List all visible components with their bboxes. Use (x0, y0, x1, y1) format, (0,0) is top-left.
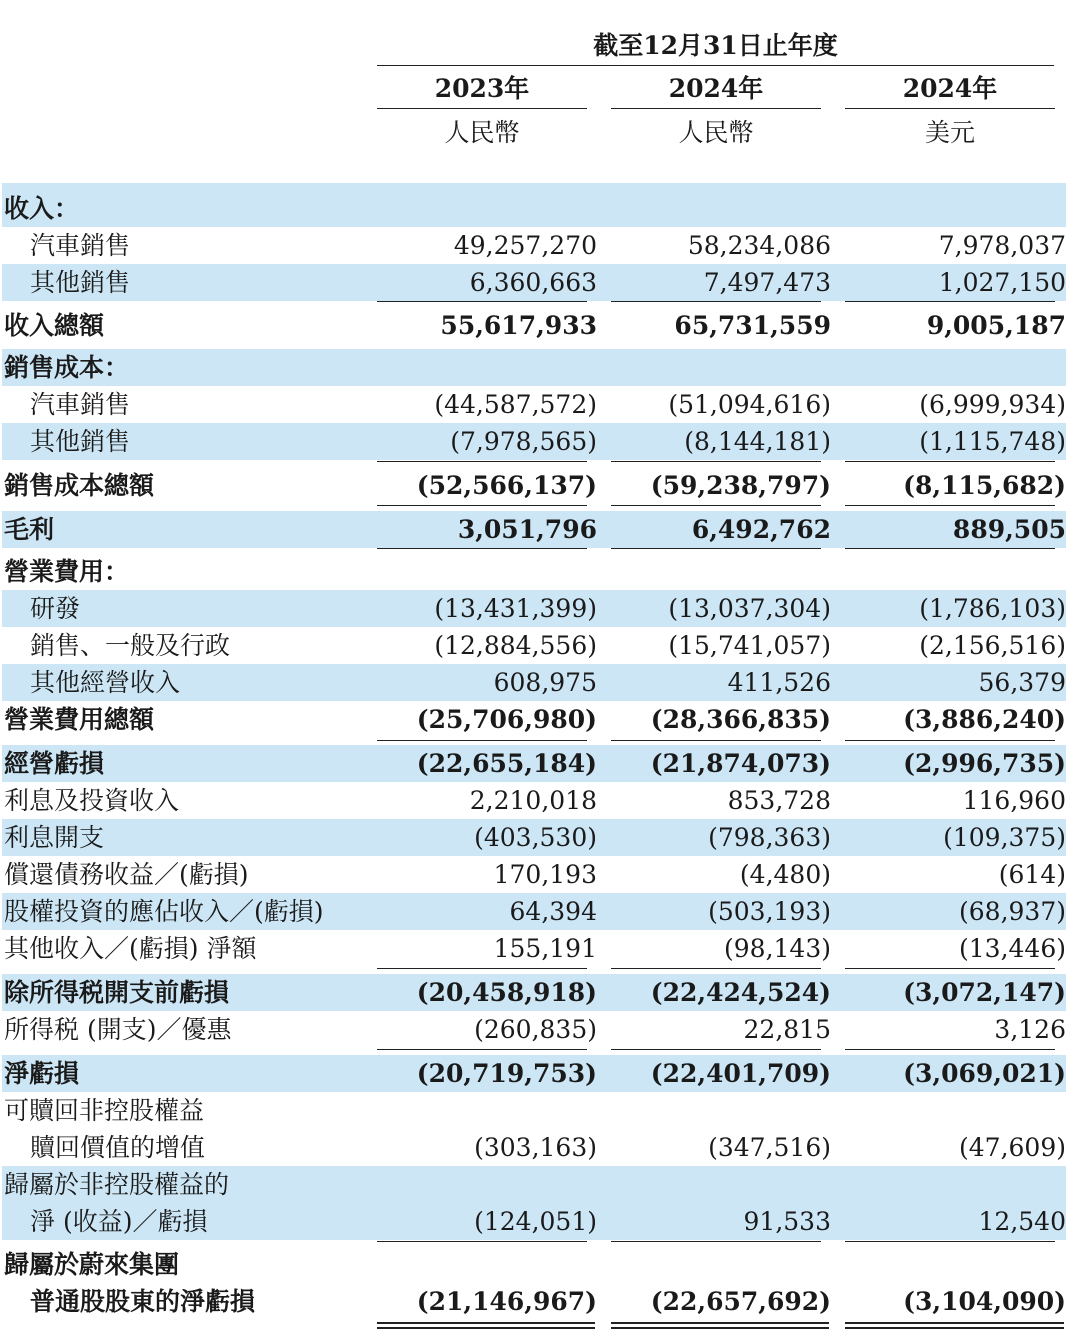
row-label: 股權投資的應佔收入／(虧損) (4, 897, 324, 926)
subtotal-rule (611, 548, 821, 549)
row-label: 利息及投資收入 (4, 786, 180, 815)
value-2024-usd: (47,609) (959, 1133, 1066, 1162)
row-label: 淨 (收益)／虧損 (30, 1207, 208, 1236)
row-total-operating-expenses (2, 701, 1066, 738)
value-2024-usd: 116,960 (962, 786, 1066, 815)
total-double-rule (377, 1322, 595, 1329)
value-2024-usd: (8,115,682) (903, 471, 1066, 500)
value-2024-usd: (2,996,735) (903, 749, 1066, 778)
value-2023-rmb: (12,884,556) (434, 631, 597, 660)
section-cost-of-sales (2, 349, 1066, 386)
period-rule (377, 65, 1054, 66)
value-2023-rmb: (303,163) (474, 1133, 597, 1162)
subtotal-rule (845, 1241, 1055, 1242)
row-cost-other-sales (2, 423, 1066, 460)
value-2024-rmb: (21,874,073) (650, 749, 831, 778)
value-2023-rmb: (22,655,184) (416, 749, 597, 778)
subtotal-rule (377, 968, 587, 969)
row-label: 淨虧損 (4, 1059, 80, 1088)
value-2024-rmb: 411,526 (727, 668, 831, 697)
row-nci-net (2, 1203, 1066, 1240)
value-2023-rmb: 170,193 (493, 860, 597, 889)
value-2023-rmb: (13,431,399) (434, 594, 597, 623)
row-label: 可贖回非控股權益 (4, 1096, 205, 1125)
value-2024-usd: (1,786,103) (919, 594, 1066, 623)
value-2023-rmb: (20,719,753) (416, 1059, 597, 1088)
subtotal-rule (377, 1241, 587, 1242)
column-rule-3 (845, 108, 1055, 109)
row-net-loss (2, 1055, 1066, 1092)
value-2024-rmb: (15,741,057) (668, 631, 831, 660)
value-2024-rmb: 22,815 (743, 1015, 831, 1044)
subtotal-rule (377, 505, 587, 506)
value-2024-usd: (109,375) (943, 823, 1066, 852)
value-2023-rmb: 3,051,796 (457, 515, 597, 544)
total-double-rule (845, 1322, 1064, 1329)
value-2024-rmb: (51,094,616) (668, 390, 831, 419)
value-2024-rmb: (22,424,524) (650, 978, 831, 1007)
column-currency-2: 人民幣 (678, 118, 754, 147)
row-other-income-net (2, 930, 1066, 967)
value-2024-usd: 1,027,150 (938, 268, 1066, 297)
value-2024-usd: (6,999,934) (919, 390, 1066, 419)
value-2024-usd: (3,886,240) (903, 705, 1066, 734)
row-label: 銷售成本： (4, 353, 130, 382)
subtotal-rule (845, 548, 1055, 549)
row-label: 歸屬於蔚來集團 (4, 1250, 180, 1279)
subtotal-rule (611, 968, 821, 969)
subtotal-rule (845, 461, 1055, 462)
row-total-revenue (2, 307, 1066, 344)
column-currency-3: 美元 (924, 118, 975, 147)
row-operating-loss (2, 745, 1066, 782)
value-2024-usd: (68,937) (959, 897, 1066, 926)
value-2024-rmb: (98,143) (724, 934, 831, 963)
column-currency-1: 人民幣 (444, 118, 520, 147)
value-2023-rmb: (20,458,918) (416, 978, 597, 1007)
row-label: 利息開支 (4, 823, 105, 852)
row-cost-auto-sales (2, 386, 1066, 423)
value-2023-rmb: 49,257,270 (453, 231, 597, 260)
row-label: 汽車銷售 (30, 231, 131, 260)
row-label: 營業費用總額 (4, 705, 155, 734)
row-equity-investees (2, 893, 1066, 930)
subtotal-rule (611, 505, 821, 506)
value-2023-rmb: (25,706,980) (416, 705, 597, 734)
subtotal-rule (845, 968, 1055, 969)
row-auto-sales (2, 227, 1066, 264)
row-gross-profit (2, 511, 1066, 548)
column-rule-1 (377, 108, 587, 109)
row-label: 銷售成本總額 (4, 471, 155, 500)
value-2023-rmb: (124,051) (474, 1207, 597, 1236)
subtotal-rule (611, 1049, 821, 1050)
value-2023-rmb: 608,975 (493, 668, 597, 697)
value-2023-rmb: 64,394 (509, 897, 597, 926)
row-label: 收入總額 (4, 311, 105, 340)
row-label: 償還債務收益／(虧損) (4, 860, 249, 889)
value-2024-rmb: (13,037,304) (668, 594, 831, 623)
row-debt-extinguishment (2, 856, 1066, 893)
value-2024-usd: (3,072,147) (903, 978, 1066, 1007)
row-other-sales (2, 264, 1066, 301)
column-year-2: 2024年 (668, 74, 764, 103)
row-label: 歸屬於非控股權益的 (4, 1170, 230, 1199)
value-2024-rmb: (28,366,835) (650, 705, 831, 734)
row-redeemable-nci-header (2, 1092, 1066, 1129)
value-2024-usd: 3,126 (994, 1015, 1066, 1044)
row-nci-header (2, 1166, 1066, 1203)
row-label: 汽車銷售 (30, 390, 131, 419)
subtotal-rule (377, 1049, 587, 1050)
value-2024-usd: 7,978,037 (938, 231, 1066, 260)
row-label: 毛利 (4, 515, 55, 544)
row-label: 普通股股東的淨虧損 (30, 1287, 256, 1316)
value-2024-usd: (2,156,516) (919, 631, 1066, 660)
value-2024-usd: 56,379 (978, 668, 1066, 697)
subtotal-rule (611, 740, 821, 741)
section-operating-expenses (2, 553, 1066, 590)
value-2023-rmb: 155,191 (493, 934, 597, 963)
subtotal-rule (611, 461, 821, 462)
value-2024-usd: (1,115,748) (919, 427, 1066, 456)
subtotal-rule (845, 740, 1055, 741)
row-label: 贖回價值的增值 (30, 1133, 206, 1162)
row-net-loss-attributable (2, 1283, 1066, 1320)
column-year-3: 2024年 (902, 74, 998, 103)
row-loss-before-tax (2, 974, 1066, 1011)
value-2024-usd: 9,005,187 (926, 311, 1066, 340)
value-2024-rmb: (22,657,692) (650, 1287, 831, 1316)
row-label: 除所得税開支前虧損 (4, 978, 230, 1007)
row-attributable-header (2, 1246, 1066, 1283)
subtotal-rule (377, 548, 587, 549)
value-2024-rmb: 65,731,559 (674, 311, 831, 340)
subtotal-rule (377, 740, 587, 741)
value-2023-rmb: (52,566,137) (416, 471, 597, 500)
section-revenue (2, 190, 1066, 227)
value-2024-usd: 889,505 (952, 515, 1066, 544)
value-2024-rmb: 91,533 (743, 1207, 831, 1236)
row-interest-investment-income (2, 782, 1066, 819)
value-2024-rmb: (503,193) (708, 897, 831, 926)
value-2023-rmb: (403,530) (474, 823, 597, 852)
value-2024-rmb: (59,238,797) (650, 471, 831, 500)
value-2023-rmb: (7,978,565) (450, 427, 597, 456)
column-rule-2 (611, 108, 821, 109)
row-label: 其他收入／(虧損) 淨額 (4, 934, 257, 963)
column-year-1: 2023年 (434, 74, 530, 103)
value-2024-usd: (614) (998, 860, 1066, 889)
value-2024-rmb: (798,363) (708, 823, 831, 852)
value-2023-rmb: 55,617,933 (440, 311, 597, 340)
value-2024-rmb: 853,728 (727, 786, 831, 815)
subtotal-rule (611, 1241, 821, 1242)
value-2024-rmb: 6,492,762 (691, 515, 831, 544)
value-2024-rmb: (22,401,709) (650, 1059, 831, 1088)
row-label: 收入： (4, 194, 80, 223)
row-income-tax (2, 1011, 1066, 1048)
row-label: 其他銷售 (30, 268, 131, 297)
value-2024-rmb: (4,480) (739, 860, 831, 889)
subtotal-rule (377, 461, 587, 462)
row-label: 其他銷售 (30, 427, 131, 456)
subtotal-rule (845, 301, 1055, 302)
row-label: 經營虧損 (4, 749, 105, 778)
row-label: 研發 (30, 594, 81, 623)
row-sga (2, 627, 1066, 664)
row-accretion-redemption (2, 1129, 1066, 1166)
value-2023-rmb: 2,210,018 (469, 786, 597, 815)
subtotal-rule (377, 301, 587, 302)
total-double-rule (611, 1322, 829, 1329)
value-2023-rmb: (21,146,967) (416, 1287, 597, 1316)
value-2023-rmb: 6,360,663 (469, 268, 597, 297)
subtotal-rule (845, 1049, 1055, 1050)
value-2023-rmb: (44,587,572) (434, 390, 597, 419)
value-2024-rmb: 7,497,473 (703, 268, 831, 297)
subtotal-rule (611, 301, 821, 302)
value-2024-rmb: (8,144,181) (684, 427, 831, 456)
value-2024-usd: 12,540 (978, 1207, 1066, 1236)
row-other-operating-income (2, 664, 1066, 701)
row-interest-expense (2, 819, 1066, 856)
value-2024-usd: (13,446) (959, 934, 1066, 963)
row-label: 其他經營收入 (30, 668, 181, 697)
value-2024-rmb: 58,234,086 (687, 231, 831, 260)
row-label: 營業費用： (4, 557, 130, 586)
value-2024-usd: (3,069,021) (903, 1059, 1066, 1088)
row-label: 銷售、一般及行政 (30, 631, 231, 660)
value-2024-usd: (3,104,090) (903, 1287, 1066, 1316)
period-title: 截至12月31日止年度 (593, 31, 838, 60)
row-research-development (2, 590, 1066, 627)
row-label: 所得税 (開支)／優惠 (4, 1015, 232, 1044)
subtotal-rule (845, 505, 1055, 506)
row-total-cost-of-sales (2, 467, 1066, 504)
value-2024-rmb: (347,516) (708, 1133, 831, 1162)
value-2023-rmb: (260,835) (474, 1015, 597, 1044)
